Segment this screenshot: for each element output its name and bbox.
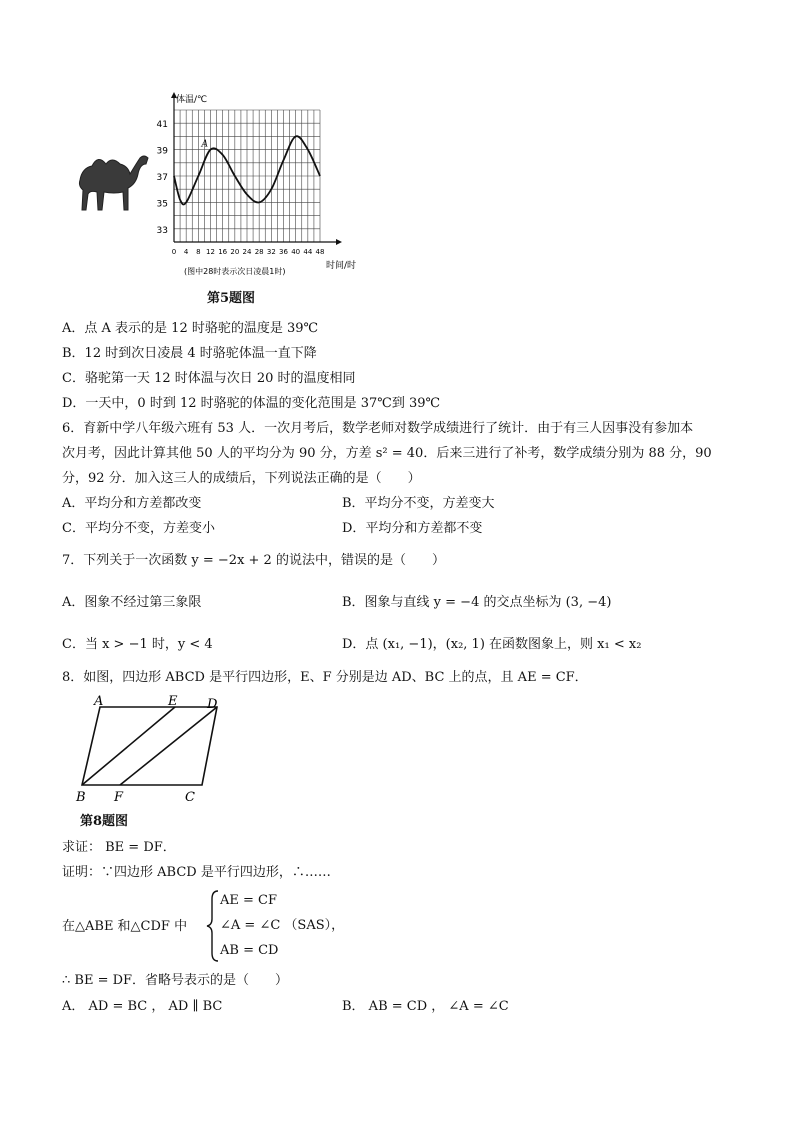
q5-option-a: A．点 A 表示的是 12 时骆驼的温度是 39℃ bbox=[62, 321, 319, 336]
camel-illustration bbox=[70, 150, 150, 218]
q7-option-a: A．图象不经过第三象限 bbox=[62, 595, 202, 610]
q6-stem-line2: 次月考，因此计算其他 50 人的平均分为 90 分，方差 s² = 40．后来三进行了补考，数学成绩分别为 88 分，90 bbox=[62, 446, 712, 461]
label-f: F bbox=[114, 790, 124, 805]
q6-option-c: C．平均分不变，方差变小 bbox=[62, 521, 215, 536]
chart-note: (图中28时表示次日凌晨1时) bbox=[184, 267, 286, 276]
q8-in-triangles: 在△ABE 和△CDF 中 bbox=[62, 919, 188, 934]
system-brace bbox=[206, 889, 220, 963]
x-axis-label: 时间/时 bbox=[326, 261, 357, 271]
x-tick-label: 28 bbox=[254, 248, 264, 256]
x-tick-label: 48 bbox=[315, 248, 325, 256]
q6-option-a: A．平均分和方差都改变 bbox=[62, 496, 202, 511]
q8-option-a: A． AD = BC ， AD ∥ BC bbox=[62, 999, 223, 1014]
x-tick-label: 0 bbox=[171, 248, 177, 256]
x-tick-label: 40 bbox=[291, 248, 301, 256]
x-tick-label: 8 bbox=[196, 248, 201, 256]
parallelogram-figure bbox=[70, 695, 230, 810]
segment-fd bbox=[120, 707, 217, 785]
q8-prove: 求证： BE = DF． bbox=[62, 840, 176, 855]
q7-option-d: D．点 (x₁, −1)，(x₂, 1) 在函数图象上，则 x₁ < x₂ bbox=[342, 637, 642, 652]
x-tick-label: 4 bbox=[183, 248, 189, 256]
system-eq2: ∠A = ∠C （SAS）， bbox=[220, 918, 345, 933]
q5-option-d: D．一天中，0 时到 12 时骆驼的体温的变化范围是 37℃到 39℃ bbox=[62, 396, 441, 411]
label-a: A bbox=[94, 695, 104, 709]
q7-option-c: C．当 x > −1 时，y < 4 bbox=[62, 637, 213, 652]
segment-be bbox=[82, 707, 175, 785]
x-tick-label: 16 bbox=[218, 248, 228, 256]
x-axis-arrow bbox=[336, 239, 342, 245]
x-tick-label: 36 bbox=[279, 248, 288, 256]
q6-option-d: D．平均分和方差都不变 bbox=[342, 521, 483, 536]
y-tick-label: 33 bbox=[156, 225, 168, 236]
y-tick-label: 35 bbox=[156, 199, 168, 210]
q6-stem-line3: 分，92 分．加入这三人的成绩后，下列说法正确的是（ ） bbox=[62, 471, 421, 486]
q7-option-b: B．图象与直线 y = −4 的交点坐标为 (3, −4) bbox=[342, 595, 612, 610]
figure5-caption: 第5题图 bbox=[207, 291, 256, 306]
q8-option-b: B． AB = CD ， ∠A = ∠C bbox=[342, 999, 509, 1014]
label-e: E bbox=[168, 695, 178, 709]
q6-option-b: B．平均分不变，方差变大 bbox=[342, 496, 495, 511]
x-tick-label: 32 bbox=[266, 248, 276, 256]
q5-option-b: B．12 时到次日凌晨 4 时骆驼体温一直下降 bbox=[62, 346, 317, 361]
system-eq3: AB = CD bbox=[220, 943, 279, 958]
point-a-label: A bbox=[201, 139, 208, 150]
label-c: C bbox=[185, 790, 195, 805]
x-tick-label: 44 bbox=[303, 248, 313, 256]
system-eq1: AE = CF bbox=[220, 893, 278, 908]
q8-stem: 8．如图，四边形 ABCD 是平行四边形，E、F 分别是边 AD、BC 上的点，且 AE = CF． bbox=[62, 670, 588, 685]
x-tick-label: 20 bbox=[230, 248, 240, 256]
parallelogram-abcd bbox=[82, 707, 217, 785]
q6-stem-line1: 6．育新中学八年级六班有 53 人．一次月考后，数学老师对数学成绩进行了统计．由于有三人因事没有参加本 bbox=[62, 421, 694, 436]
label-d: D bbox=[207, 697, 218, 712]
temperature-chart bbox=[150, 90, 380, 280]
label-b: B bbox=[76, 790, 86, 805]
x-tick-label: 24 bbox=[242, 248, 252, 256]
y-tick-label: 41 bbox=[156, 120, 168, 131]
q7-stem: 7．下列关于一次函数 y = −2x + 2 的说法中，错误的是（ ） bbox=[62, 553, 445, 568]
y-tick-label: 39 bbox=[156, 146, 168, 157]
q8-proof-line1: 证明：∵四边形 ABCD 是平行四边形，∴…… bbox=[62, 865, 331, 880]
q5-option-c: C．骆驼第一天 12 时体温与次日 20 时的温度相同 bbox=[62, 371, 356, 386]
y-axis-label: 体温/℃ bbox=[176, 95, 208, 105]
figure8-caption: 第8题图 bbox=[80, 814, 129, 829]
q8-conclusion: ∴ BE = DF．省略号表示的是（ ） bbox=[62, 973, 289, 988]
y-tick-label: 37 bbox=[156, 173, 168, 183]
x-tick-label: 12 bbox=[206, 248, 215, 256]
